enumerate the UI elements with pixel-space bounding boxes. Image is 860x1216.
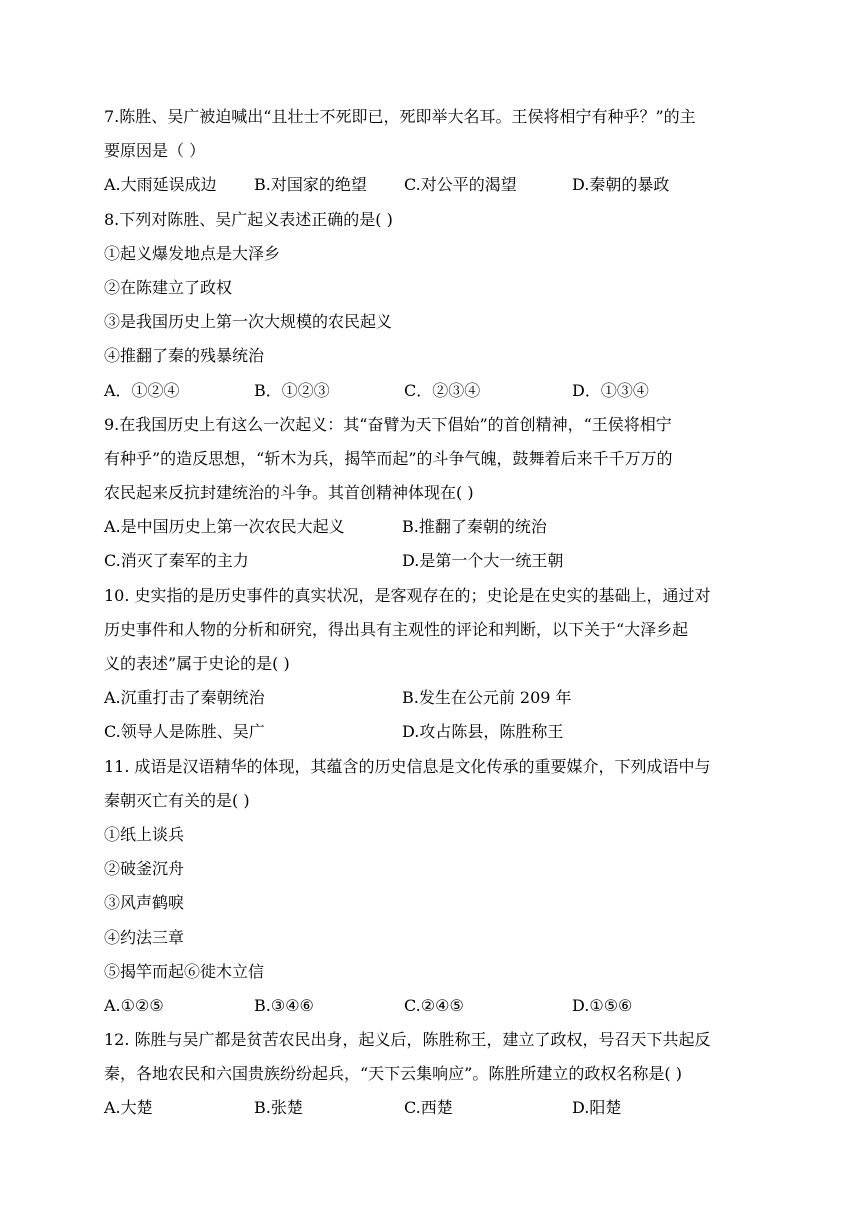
option-b: B.张楚 bbox=[254, 1098, 303, 1118]
question-stem-line: 有种乎”的造反思想，“斩木为兵，揭竿而起”的斗争气魄，鼓舞着后来千千万万的 bbox=[104, 448, 673, 468]
option-d: D.攻占陈县，陈胜称王 bbox=[402, 722, 564, 742]
option-b: B．①②③ bbox=[254, 380, 330, 400]
idiom-4: ④约法三章 bbox=[104, 927, 185, 947]
option-a: A.大雨延误成边 bbox=[104, 175, 217, 195]
idiom-2: ②破釜沉舟 bbox=[104, 859, 185, 879]
option-a: A．①②④ bbox=[104, 380, 180, 400]
question-stem-line: 9.在我国历史上有这么一次起义：其“奋臂为天下倡始”的首创精神，“王侯将相宁 bbox=[104, 414, 672, 434]
option-d: D.秦朝的暴政 bbox=[572, 175, 670, 195]
option-a: A.沉重打击了秦朝统治 bbox=[104, 688, 265, 708]
option-a: A.大楚 bbox=[104, 1098, 153, 1118]
question-8 bbox=[104, 203, 764, 408]
option-d: D.是第一个大一统王朝 bbox=[402, 551, 564, 571]
answer-options bbox=[104, 374, 764, 408]
option-b: B.推翻了秦朝的统治 bbox=[402, 517, 547, 537]
option-c: C.西楚 bbox=[404, 1098, 453, 1118]
question-stem-line: 义的表述”属于史论的是( ) bbox=[104, 654, 290, 673]
statement-3: ③是我国历史上第一次大规模的农民起义 bbox=[104, 312, 393, 332]
question-stem-line: 10. 史实指的是历史事件的真实状况，是客观存在的；史论是在史实的基础上，通过对 bbox=[104, 585, 711, 605]
answer-options bbox=[104, 168, 764, 202]
question-7 bbox=[104, 100, 764, 203]
question-stem-line: 农民起来反抗封建统治的斗争。其首创精神体现在( ) bbox=[104, 483, 474, 503]
question-stem-line: 11. 成语是汉语精华的体现，其蕴含的历史信息是文化传承的重要媒介，下列成语中与 bbox=[104, 756, 711, 776]
statement-4: ④推翻了秦的残暴统治 bbox=[104, 346, 265, 366]
option-d: D.阳楚 bbox=[572, 1098, 622, 1118]
option-c: C.对公平的渴望 bbox=[404, 175, 517, 195]
answer-options bbox=[104, 1091, 764, 1125]
option-d: D．①③④ bbox=[572, 380, 649, 400]
option-c: C.②④⑤ bbox=[404, 995, 464, 1015]
option-d: D.①⑤⑥ bbox=[572, 995, 633, 1015]
question-11 bbox=[104, 750, 764, 1024]
answer-options bbox=[104, 989, 764, 1023]
option-c: C．②③④ bbox=[404, 380, 481, 400]
question-stem-line: 8.下列对陈胜、吴广起义表述正确的是( ) bbox=[104, 209, 393, 229]
answer-options-row bbox=[104, 715, 764, 749]
statement-1: ①起义爆发地点是大泽乡 bbox=[104, 243, 281, 263]
question-12 bbox=[104, 1023, 764, 1126]
idiom-1: ①纸上谈兵 bbox=[104, 824, 185, 844]
statement-2: ②在陈建立了政权 bbox=[104, 277, 233, 297]
question-stem-line: 秦朝灭亡有关的是( ) bbox=[104, 790, 250, 810]
question-9 bbox=[104, 408, 764, 579]
option-a: A.①②⑤ bbox=[104, 995, 164, 1015]
question-10 bbox=[104, 579, 764, 750]
option-b: B.发生在公元前 209 年 bbox=[402, 688, 572, 708]
idiom-5-6: ⑤揭竿而起⑥徙木立信 bbox=[104, 961, 265, 981]
question-stem-line: 要原因是（ ） bbox=[104, 141, 206, 161]
answer-options-row bbox=[104, 544, 764, 578]
option-b: B.③④⑥ bbox=[254, 995, 314, 1015]
exam-page bbox=[104, 100, 764, 1126]
option-a: A.是中国历史上第一次农民大起义 bbox=[104, 517, 345, 537]
question-stem-line: 秦，各地农民和六国贵族纷纷起兵，“天下云集响应”。陈胜所建立的政权名称是( ) bbox=[104, 1064, 682, 1084]
question-stem-line: 12. 陈胜与吴广都是贫苦农民出身，起义后，陈胜称王，建立了政权，号召天下共起反 bbox=[104, 1030, 711, 1050]
answer-options-row bbox=[104, 510, 764, 544]
option-c: C.领导人是陈胜、吴广 bbox=[104, 722, 265, 742]
option-b: B.对国家的绝望 bbox=[254, 175, 367, 195]
option-c: C.消灭了秦军的主力 bbox=[104, 551, 249, 571]
idiom-3: ③风声鹤唳 bbox=[104, 893, 185, 913]
question-stem-line: 7.陈胜、吴广被迫喊出“且壮士不死即已，死即举大名耳。王侯将相宁有种乎？”的主 bbox=[104, 107, 696, 126]
question-stem-line: 历史事件和人物的分析和研究，得出具有主观性的评论和判断，以下关于“大泽乡起 bbox=[104, 619, 689, 639]
answer-options-row bbox=[104, 681, 764, 715]
